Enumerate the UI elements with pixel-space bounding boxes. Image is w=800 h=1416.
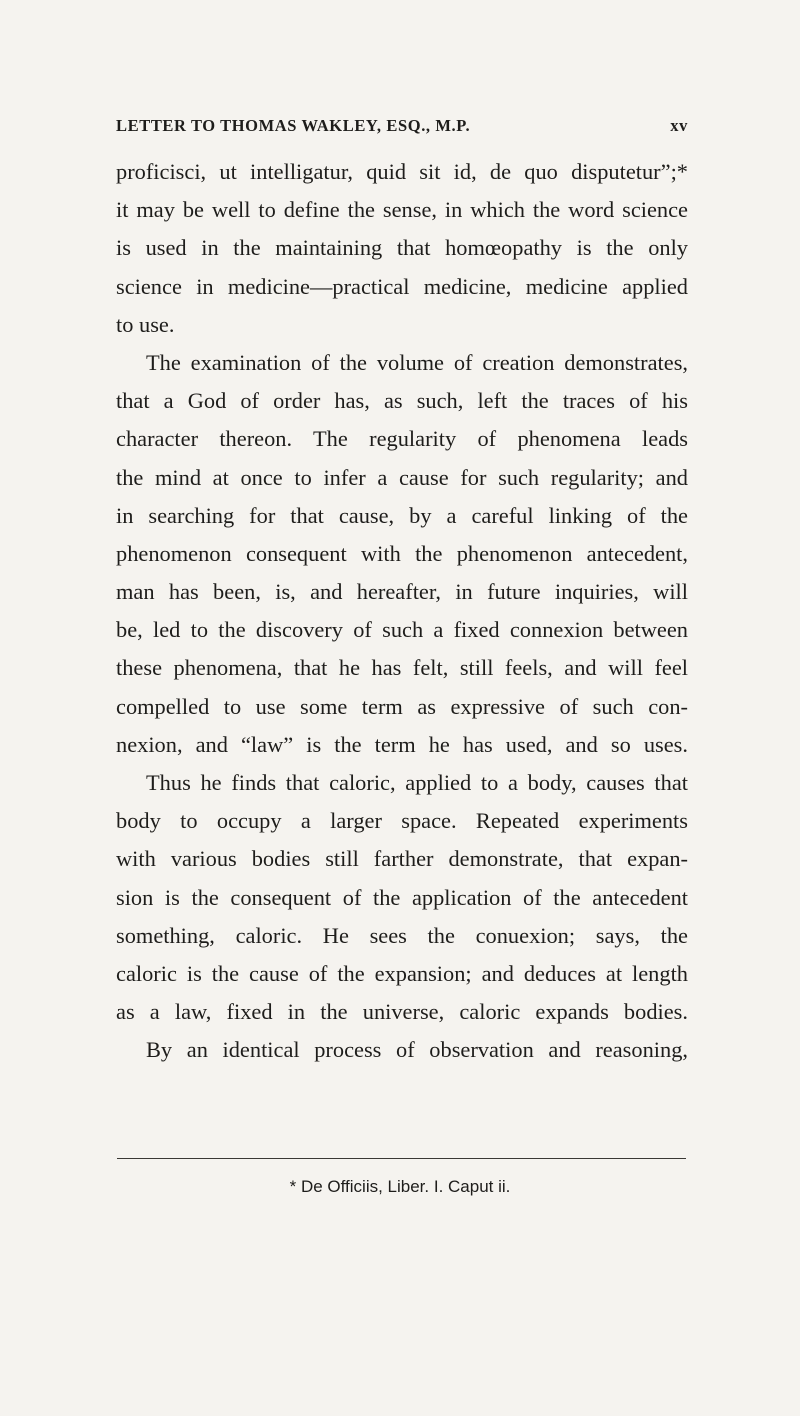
text-line: be, led to the discovery of such a fixed connexion between (116, 617, 688, 643)
text-line: By an identical process of observation and reasoning, (146, 1037, 688, 1063)
text-line: in searching for that cause, by a careful linking of the (116, 502, 688, 528)
text-line: these phenomena, that he has felt, still feels, and will feel (116, 655, 688, 681)
text-line: sion is the consequent of the application of the antecedent (116, 884, 688, 910)
text-line: body to occupy a larger space. Repeated experiments (116, 808, 688, 834)
footnote: * De Officiis, Liber. I. Caput ii. (289, 1177, 511, 1196)
text-line: The examination of the volume of creation demonstrates, (146, 349, 688, 375)
running-head (116, 116, 688, 142)
text-line: phenomenon consequent with the phenomenon antecedent, (116, 540, 688, 566)
body-text (116, 153, 688, 1070)
text-line: science in medicine—practical medicine, medicine applied (116, 273, 688, 299)
text-line: as a law, fixed in the universe, caloric expands bodies. (116, 999, 688, 1025)
page-number: xv (670, 116, 688, 135)
text-line: something, caloric. He sees the conuexion; says, the (116, 922, 688, 948)
text-line: caloric is the cause of the expansion; and deduces at length (116, 960, 688, 986)
text-line: nexion, and “law” is the term he has used, and so uses. (116, 731, 688, 757)
running-title: LETTER TO THOMAS WAKLEY, ESQ., M.P. (116, 116, 471, 135)
text-line: is used in the maintaining that homœopathy is the only (116, 235, 688, 261)
text-line: that a God of order has, as such, left the traces of his (116, 388, 688, 414)
text-line: man has been, is, and hereafter, in future inquiries, will (116, 579, 688, 605)
text-line: the mind at once to infer a cause for such regularity; and (116, 464, 688, 490)
text-line: compelled to use some term as expressive of such con- (116, 693, 688, 719)
text-line: character thereon. The regularity of phenomena leads (116, 426, 688, 452)
text-line: Thus he finds that caloric, applied to a body, causes that (146, 770, 688, 795)
footnote-rule (117, 1158, 686, 1159)
text-line: proficisci, ut intelligatur, quid sit id, de quo disputetur”;* (116, 159, 688, 184)
text-line: to use. (116, 311, 175, 337)
text-line: with various bodies still farther demonstrate, that expan- (116, 846, 688, 872)
text-line: it may be well to define the sense, in which the word science (116, 197, 688, 223)
